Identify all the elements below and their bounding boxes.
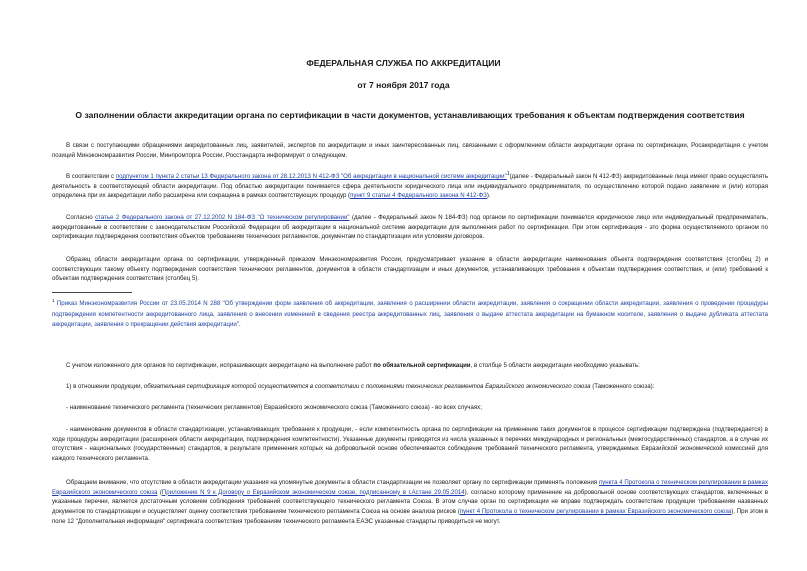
footnote-marker: 1 <box>52 298 55 303</box>
p7-text: - наименование технического регламента (технических регламентов) Евразийского экономического союза (Таможенного союза) - во всех случаях; <box>66 404 482 411</box>
p6-text-2: (Таможенного союза): <box>590 383 655 390</box>
p9-text-2: ( <box>157 488 162 496</box>
p9-text-1: Обращаем внимание, что отсутствие в области аккредитации указания на упомянутые документы в области стандартизации не позволяет органу по сертификации применять положения <box>66 479 599 486</box>
p6-italic: обязательная сертификация которой осуществляется в соответствии с положениями технических регламентов Евразийского экономического союза <box>143 383 591 390</box>
paragraph-184fz <box>52 213 768 242</box>
p2-text-3: ). <box>486 192 491 200</box>
p9-text-3: ), согласно которому применение на добровольной основе соответствующих стандартов, включенных в указанные перечни, является достаточным условием соблюдения требований соответствующего технического регламента Союза. В этом случае орган по сертификации не вправе подтверждать соответствие продукции требованиям названных документов по стандартизации и осуществляет оценку соответствия требованиям технического регламента Союза на основе анализа рисков ( <box>52 488 768 516</box>
link-412fz-article13[interactable]: подпунктом 1 пункта 2 статьи 13 Федерального закона от 28.12.2013 N 412-ФЗ "Об аккредитации в национальной системе аккредитации" <box>115 173 507 181</box>
footnote <box>52 296 768 331</box>
p3-text-1: Согласно <box>66 214 96 221</box>
p2-text-1: В соответствии с <box>66 173 116 181</box>
document-subject: О заполнении области аккредитации органа по сертификации в части документов, устанавливающих требования к объектам подтверждения соответствия <box>75 110 745 120</box>
agency-title: ФЕДЕРАЛЬНАЯ СЛУЖБА ПО АККРЕДИТАЦИИ <box>306 58 501 68</box>
p8-text: - наименование документов в области стандартизации, устанавливающих требования к продукции, - если компетентность органа по сертификации на применение таких документов в процессе сертификации подтверждена (подтверждается) в ходе процедуры аккредитации (расширения области аккредитации, подтверждения компетентности). Указанные документы приводятся из числа указанных в перечнях международных и региональных (межгосударственных) стандартов, а в случае их отсутствия - национальных (государственных) стандартов, в результате применения которых на добровольной основе обеспечивается соблюдение требований технического регламента, утверждаемых Евразийской экономической комиссией для каждого технического регламента. <box>52 426 768 463</box>
p3-text-2: (далее - Федеральный закон N 184-ФЗ) под органом по сертификации понимается юридическое лицо или индивидуальный предприниматель, аккредитованные в соответствии с законодательством Российской Федерации об аккредитации в национальной системе аккредитации для выполнения работ по сертификации. При этом сертификация - это форма осуществляемого органом по сертификации подтверждения соответствия объектов требованиям технических регламентов, документам по стандартизации или условиям договоров. <box>52 214 768 241</box>
link-order-288[interactable]: Приказ Минэкономразвития России от 23.05.2014 N 288 "Об утверждении форм заявления об аккредитации, заявления о расширении области аккредитации, заявления о сокращении области аккредитации, заявления о проведении процедуры подтверждения компетентности аккредитованного лица, заявления о внесении изменений в сведения реестра аккредитованных лиц, заявления о выдаче аттестата аккредитации на бумажном носителе, заявления о выдаче дубликата аттестата аккредитации, заявления о прекращении действия аккредитации" <box>52 300 768 329</box>
p5-text-2: , в столбце 5 области аккредитации необходимо указывать: <box>470 362 640 369</box>
paragraph-intro-text: В связи с поступающими обращениями аккредитованных лиц, заявителей, экспертов по аккредитации и иных заинтересованных лиц, связанными с оформлением области аккредитации органа по сертификации, Росаккредитация с учетом позиций Минэкономразвития России, Минпромторга России, Росстандарта информирует о следующем. <box>52 142 768 159</box>
paragraph-intro <box>52 141 768 160</box>
paragraph-412fz <box>52 170 768 201</box>
p6-text-1: 1) в отношении продукции, <box>66 383 144 390</box>
paragraph-standards <box>52 425 768 464</box>
footnote-ref[interactable]: 1 <box>506 171 510 177</box>
paragraph-sample-scope-text: Образец области аккредитации органа по сертификации, утвержденный приказом Минэкономразвития России, предусматривает указание в области аккредитации наименования объекта подтверждения соответствия (столбец 2) и соответствующих такому объекту подтверждения соответствия технических регламентов, документов в области стандартизации и иных документов, устанавливающих требования к объектам подтверждения соответствия, и (или) требований к объектам подтверждения соответствия (столбец 5). <box>52 256 768 283</box>
link-protocol-item4[interactable]: пункта 4 Протокола о техническом регулировании в рамках Евразийского экономического союза <box>52 479 768 496</box>
footnote-divider <box>52 292 132 293</box>
footnote-tail: . <box>238 321 241 329</box>
paragraph-mandatory-cert <box>52 361 768 371</box>
link-eaeu-treaty-annex9[interactable]: Приложение N 9 к Договору о Евразийском экономическом союзе, подписанному в г.Астане 29.05.2014 <box>161 488 465 496</box>
link-protocol-item4-second[interactable]: пункт 4 Протокола о техническом регулировании в рамках Евразийского экономического союза <box>459 508 732 516</box>
p9-text-4: ). При этом в поле 12 "Дополнительная информация" сертификата соответствия требованиям технического регламента ЕАЭС указанные стандарты приводиться не могут. <box>52 508 768 525</box>
paragraph-sample-scope <box>52 255 768 284</box>
link-412fz-article4[interactable]: пункт 9 статьи 4 Федерального закона N 412-ФЗ <box>350 192 487 200</box>
link-184fz-article2[interactable]: статье 2 Федерального закона от 27.12.2002 N 184-ФЗ "О техническом регулировании" <box>95 214 350 221</box>
p5-bold: по обязательной сертификации <box>373 362 471 369</box>
p2-text-2: (далее - Федеральный закон N 412-ФЗ) аккредитованные лица имеют право осуществлять деятельность в соответствующей области аккредитации. Под областью аккредитации понимается сфера деятельности юридического лица или индивидуального предпринимателя, по осуществлению которой подано заявление и (или) которая определена при их аккредитации либо расширена или сокращена в рамках соответствующих процедур ( <box>52 173 769 200</box>
paragraph-regulation-name <box>52 403 768 413</box>
paragraph-item-1 <box>52 382 768 392</box>
p5-text-1: С учетом изложенного для органов по сертификации, испрашивающих аккредитацию на выполнение работ <box>66 362 374 369</box>
document-date: от 7 ноября 2017 года <box>357 80 450 90</box>
paragraph-attention <box>52 478 768 527</box>
